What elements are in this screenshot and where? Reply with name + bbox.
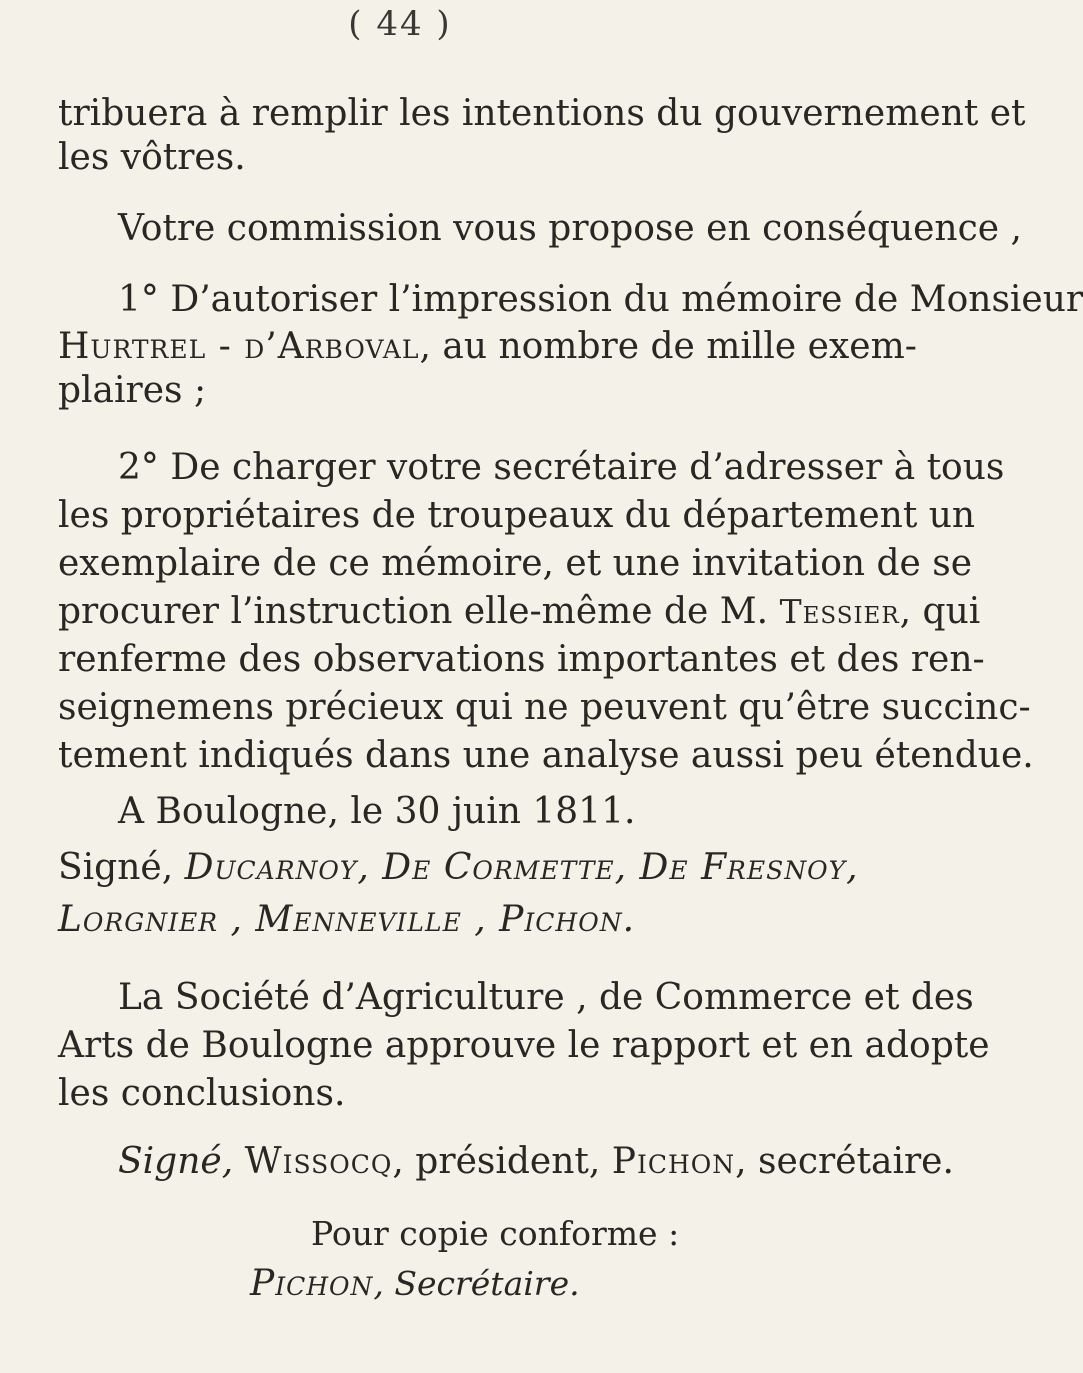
text-line-19: les conclusions. [58, 1073, 346, 1114]
text-line-1: tribuera à remplir les intentions du gouvernement et [58, 93, 1026, 134]
signatures-line-2 [58, 898, 635, 942]
president-name: Wissocq [244, 1141, 393, 1182]
text-line-10: procurer l’instruction elle-même de M. Tessier, qui [58, 591, 981, 632]
copy-certification: Pour copie conforme : [311, 1214, 680, 1253]
tessier-name: Tessier [779, 592, 900, 631]
text-line-18: Arts de Boulogne approuve le rapport et en adopte [58, 1025, 990, 1066]
text-line-9: exemplaire de ce mémoire, et une invitation de se [58, 543, 973, 584]
date-line: A Boulogne, le 30 juin 1811. [118, 791, 636, 832]
signatories-1: Ducarnoy, De Cormette, De Fresnoy, [184, 847, 859, 888]
signatories-2: Lorgnier , Menneville , Pichon. [58, 899, 636, 940]
approval-signature-line: Signé, Wissocq, président, Pichon, secrétaire. [118, 1141, 954, 1182]
text-line-17: La Société d’Agriculture , de Commerce et des [118, 977, 974, 1018]
page-number: ( 44 ) [348, 4, 452, 44]
author-name: Hurtrel - d’Arboval [58, 326, 420, 367]
text-line-7: 2° De charger votre secrétaire d’adresser à tous [118, 447, 1005, 488]
text-line-8: les propriétaires de troupeaux du département un [58, 495, 976, 536]
text-line-5: Hurtrel - d’Arboval, au nombre de mille exem- [58, 326, 917, 367]
final-signature: Pichon, Secrétaire. [250, 1263, 580, 1304]
text-line-4: 1° D’autoriser l’impression du mémoire de Monsieur [118, 279, 1083, 320]
text-line-11: renferme des observations importantes et des ren- [58, 639, 985, 680]
text-line-6: plaires ; [58, 370, 207, 411]
text-line-3: Votre commission vous propose en conséquence , [118, 208, 1022, 249]
text-line-2: les vôtres. [58, 137, 246, 178]
signatures-line-1: Signé, Ducarnoy, De Cormette, De Fresnoy, [58, 847, 859, 888]
secretary-name: Pichon [611, 1141, 736, 1182]
text-line-12: seignemens précieux qui ne peuvent qu’être succinc- [58, 687, 1031, 728]
text-line-13: tement indiqués dans une analyse aussi peu étendue. [58, 735, 1034, 776]
